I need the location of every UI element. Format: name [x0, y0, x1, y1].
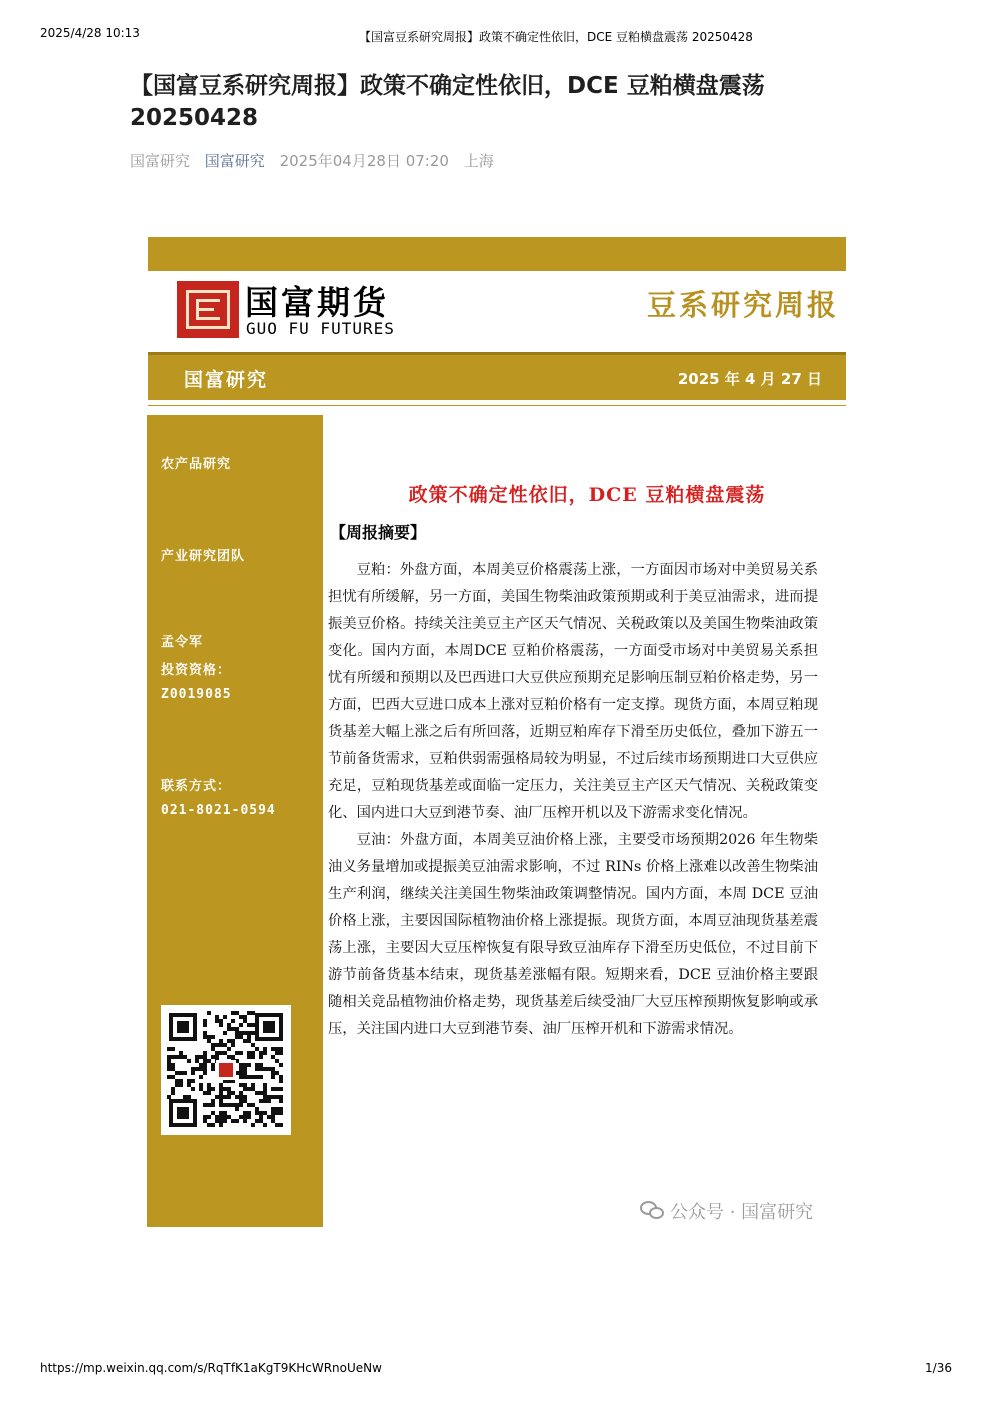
publish-time: 2025年04月28日 07:20: [279, 152, 449, 170]
header-bar-label: 国富研究: [184, 369, 269, 391]
article-author: 国富研究: [130, 152, 191, 170]
report-page: [147, 237, 847, 1227]
contact-phone: 021-8021-0594: [161, 803, 276, 818]
brand-name-en: GUO FU FUTURES: [246, 319, 395, 338]
qualification-label: 投资资格：: [161, 663, 232, 678]
report-main-title: 政策不确定性依旧，DCE 豆粕横盘震荡: [408, 484, 766, 506]
divider: [148, 405, 846, 406]
sidebar: [147, 415, 323, 1227]
brand-name-cn: 国富期货: [245, 283, 389, 322]
page-url[interactable]: https://mp.weixin.qq.com/s/RqTfK1aKgT9KHcWRnoUeNw: [40, 1361, 382, 1375]
article-meta: [130, 150, 504, 171]
article-title: 【国富豆系研究周报】政策不确定性依旧，DCE 豆粕横盘震荡 20250428: [130, 73, 765, 131]
paragraph-soymeal: 豆粕：外盘方面，本周美豆价格震荡上涨，一方面因市场对中美贸易关系担忧有所缓解，另一方面，美国生物柴油政策预期或利于美豆油需求，进而提振美豆价格。持续关注美豆主产区天气情况、关税政策以及美国生物柴油政策变化。国内方面，本周DCE 豆粕价格震荡，一方面受市场对中美贸易关系担忧有所缓和预期以及巴西进口大豆供应预期充足影响压制豆粕价格走势，另一方面，巴西大豆进口成本上涨对豆粕价格有一定支撑。现货方面，本周豆粕现货基差大幅上涨之后有所回落，近期豆粕库存下滑至历史低位，叠加下游五一节前备货需求，豆粕供弱需强格局较为明显，不过后续市场预期进口大豆供应充足，豆粕现货基差或面临一定压力，关注美豆主产区天气情况、关税政策变化、国内进口大豆到港节奏、油厂压榨开机以及下游需求变化情况。: [328, 562, 818, 821]
report-date: 2025 年 4 月 27 日: [677, 370, 822, 388]
contact-label: 联系方式：: [161, 779, 232, 794]
print-title: 【国富豆系研究周报】政策不确定性依旧，DCE 豆粕横盘震荡 20250428: [359, 30, 753, 44]
publish-location: 上海: [463, 152, 494, 170]
paragraph-soyoil: 豆油：外盘方面，本周美豆油价格上涨，主要受市场预期2026 年生物柴油义务量增加或提振美豆油需求影响，不过 RINs 价格上涨难以改善生物柴油生产利润，继续关注美国生物柴油政策调整情况。国内方面，本周 DCE 豆油价格上涨，主要因国际植物油价格上涨提振。现货方面，本周豆油现货基差震荡上涨，主要因大豆压榨恢复有限导致豆油库存下滑至历史低位，不过目前下游节前备货基本结束，现货基差涨幅有限。短期来看，DCE 豆油价格主要跟随相关竞品植物油价格走势，现货基差后续受油厂大豆压榨预期恢复影响或承压，关注国内进口大豆到港节奏、油厂压榨开机和下游需求情况。: [328, 832, 818, 1037]
watermark-text: 公众号 · 国富研究: [670, 1202, 814, 1223]
account-link[interactable]: 国富研究: [204, 152, 265, 170]
wechat-icon: [640, 1201, 666, 1221]
summary-label: 【周报摘要】: [330, 523, 427, 542]
print-footer: [40, 1361, 952, 1377]
print-header: [40, 26, 952, 42]
qr-code: [161, 1005, 291, 1135]
summary-body: [328, 557, 818, 1043]
analyst-name: 孟令军: [161, 635, 204, 650]
qualification-id: Z0019085: [161, 687, 232, 702]
print-datetime: 2025/4/28 10:13: [40, 26, 140, 40]
report-type: 豆系研究周报: [646, 288, 839, 322]
page-number: 1/36: [925, 1361, 952, 1375]
sidebar-team: 产业研究团队: [161, 549, 246, 564]
top-gold-band: [148, 237, 846, 271]
wechat-watermark: [640, 1198, 813, 1224]
sidebar-section: 农产品研究: [161, 457, 232, 472]
header-bar: [148, 352, 846, 400]
guofu-logo-icon: [177, 281, 239, 338]
